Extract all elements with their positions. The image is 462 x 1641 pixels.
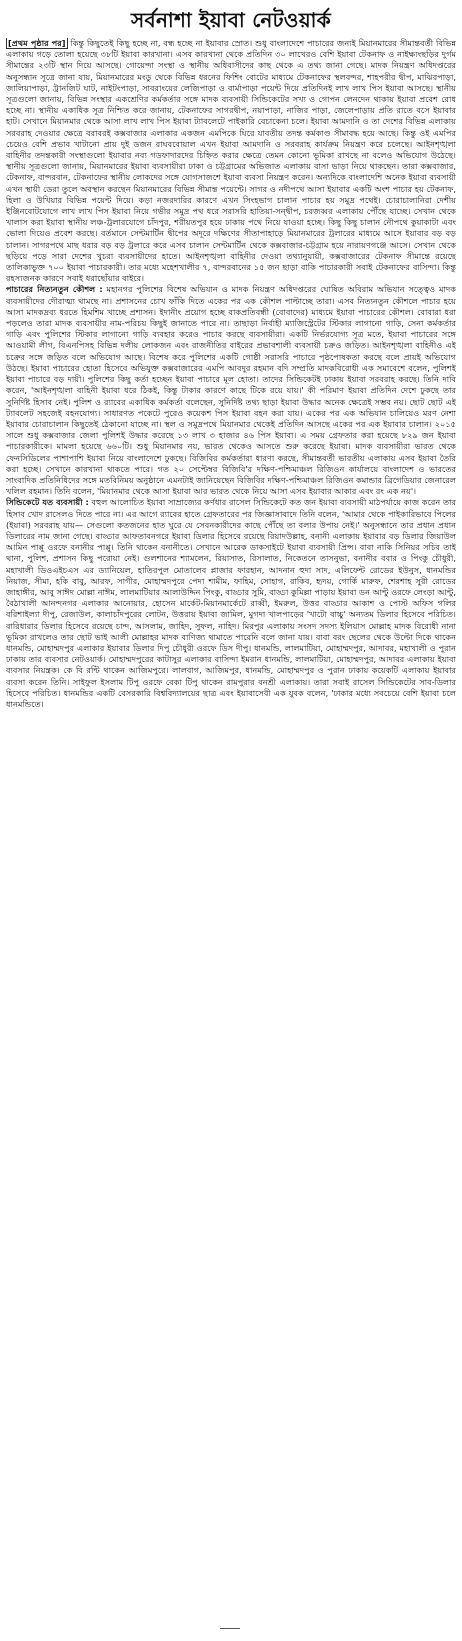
continued-tag: [প্রথম পৃষ্ঠার পর]	[8, 38, 66, 48]
section-heading: সিন্ডিকেটে যত ব্যবসায়ী :	[6, 497, 89, 508]
section-heading: পাচারের নিত্যনতুন কৌশল :	[6, 284, 103, 295]
section-syndicate-dealers	[6, 497, 456, 710]
headline: সর্বনাশা ইয়াবা নেটওয়ার্ক	[131, 8, 331, 32]
paragraph-text: কিন্তু কিছুতেই কিছু হচ্ছে না, বন্ধ হচ্ছে না ইয়াবার স্রোত। শুধু বাংলাদেশে পাচারের জন্যই মিয়ানমারের সীমান্তবর্তী বিভিন্ন এলাকায় গড়ে তোলা হয়েছে ৩৮টি ইয়াবা কারখানা। এসব কারখানা থেকে প্রতিদিন ৩০ লাখেরও বেশি ইয়াবা টেকনাফ ও নাইক্ষ্যংছড়ির দুর্গম সীমান্তের ২৩টি স্থান দিয়ে আসছে। গোয়েন্দা সংস্থা ও স্থানীয় অধিবাসীদের কাছ থেকে এ তথ্য জানা গেছে। মাদক নিয়ন্ত্রণ অধিদপ্তরের অনুসন্ধান সূত্রে জানা যায়, মিয়ানমারের মংডু থেকে বিভিন্ন ধরনের ফিশিং বোটের মাধ্যমে টেকনাফের স্থলবন্দর, শাহপরীর দ্বীপ, মাঝিরপাড়া, জালিয়াপাড়া, ট্রানজিট ঘাট, নাইটংপাড়া, সাবরাংয়ের লেজিপাড়া ও বার্মাপাড়া পয়েন্ট দিয়ে প্রতিদিনই লাখ লাখ পিস ইয়াবা আসছে। স্থানীয় সূত্রগুলো জানায়, বিভিন্ন সংস্থার একশ্রেণির কর্মকর্তার সঙ্গে মাদক ব্যবসায়ী সিন্ডিকেটের সখ্য ও গোপন লেনদেন থাকায় ইয়াবা প্রবেশ রোধ হচ্ছে না। স্থানীয় একাধিক সূত্র নিশ্চিত করে জানায়, টেকনাফের সাগরদ্বীপ, নয়াপাড়া, নাজির পাড়া, জেলেপাড়ায় প্রতি রাতে বসে ইয়াবার হাট। সেখানে মিয়ানমার থেকে আসা লাখ লাখ পিস ইয়াবা ট্যাবলেটে পাইকারি বেচাকেনা চলে। ইয়াবা আমদানি ও তা দেশের বিভিন্ন এলাকায় সরবরাহ দেওয়ার ক্ষেত্রে বরাবরই কক্সবাজার এলাকার একজন এমপিকে ঘিরে যাবতীয় তদন্ত কর্মকাণ্ড সীমাবদ্ধ হয়ে আছে। কিন্তু ওই এমপির চেয়েও বেশি প্রভাব খাটানো প্রায় দুই ডজন রাঘববোয়াল এখন ইয়াবা আমদানি ও সরবরাহ কার্যক্রম নিয়ন্ত্রণ করে চলেছে। আইনশৃঙ্খলা বাহিনীর তদন্তকারী সংস্থাগুলো ইয়াবার নব্য গডফাদারদের চিহ্নিত করার ক্ষেত্রে তেমন কোনো ভূমিকা রাখছে না বলেও অভিযোগ উঠেছে। স্থানীয় সূত্রগুলো জানায়, মিয়ানমারের ইয়াবা ব্যবসায়ীরা ঢাকা ও চট্টগ্রামের অভিজাত এলাকায় বাসা ভাড়া নিয়ে থাকছেন। তারা কক্সবাজার, টেকনাফ, বান্দরবান, টেকনাফের স্থানীয় লোকদের সঙ্গে যোগসাজশে ইয়াবা ব্যবসা নিয়ন্ত্রণ করেন। অন্যদিকে বাংলাদেশি অনেক ইয়াবা ব্যবসায়ী এখন স্থায়ী ডেরা তুলে অবস্থান করছেন মিয়ানমারের বিভিন্ন সীমান্ত পয়েন্টে। সাগর ও নদীপথে আসা ইয়াবার একটি অংশ পাচার হয় টেকনাফ, হিলা ও উখিয়ার বিভিন্ন পয়েন্ট দিয়ে। কড়া নজরদারির কারণে এখন সিংহভাগ চালান পাচার হয় সমুদ্র পথেই। চোরাচালানিরা দেশীয় ইঞ্জিনবোটযোগে লাখ লাখ পিস ইয়াবা নিয়ে গভীর সমুদ্র পথ ধরে সরাসরি হাতিয়া-সন্দ্বীপ, চরজব্বর এলাকায় পৌঁছে যাচ্ছে। সেখান থেকে খালাস করা ইয়াবা স্থানীয় লঞ্চ-ট্রলারযোগে চাঁদপুর, শরীয়তপুর হয়ে ঢাকায় পথে নিয়ে যাওয়া হচ্ছে। কিছু কিছু চালান নৌপথে কুয়াকাটা এবং ভোলা দিয়েও প্রবেশ করছে। বর্তমানে সেন্টমার্টিন দ্বীপের অদূরে দক্ষিণের সীতাপাহাড়ে মিয়ানমারের ট্রলারের মাধ্যমে আসে ইয়াবার বড় বড় চালান। সাগরপথে মাছ ধরার বড় বড় ট্রলারে করে এসব চালান সেন্টমার্টিন থেকে কক্সবাজার-চট্টগ্রাম হয়ে নারায়ণগঞ্জে আসে। সেখান থেকে ছড়িয়ে পড়ে সারা দেশের খুচরা ব্যবসায়ীদের হাতে। আইনশৃঙ্খলা বাহিনীর দেওয়া তথ্যানুযায়ী, কক্সবাজারের টেকনাফ সীমান্তে রয়েছে তালিকাভুক্ত ৭০০ ইয়াবা পাচারকারী। তার মধ্যে মহেশখালীর ৭, বান্দরবানের ১৫ জন ছাড়া বাকি পাচারকারী সবাই টেকনাফের বাসিন্দা। কিন্তু রহস্যজনক কারণে সবাই ধরাছোঁয়ার বাইরে।	[6, 38, 456, 284]
section-text: মহানগর পুলিশের বিশেষ অভিযান ও মাদক নিয়ন্ত্রণ অধিদপ্তরের ঘোষিত অবিরাম অভিযান সত্ত্বেও মাদক ব্যবসায়ীদের দৌরাত্ম্য থামছে না। প্রশাসনের চোখ ফাঁকি দিতে একের পর এক কৌশল পাল্টাচ্ছে তারা। এসব নিত্যনতুন কৌশলে পাচার হয়ে আসা মাদকদ্রব্য ধরতে হিমশিম খাচ্ছে প্রশাসন। ইদানীং প্রয়োগ হচ্ছে বাকপ্রতিবন্ধী (বোবাদের) মাধ্যমে ইয়াবা পাচারের কৌশল। বোবারা ধরা পড়লেও তারা মাদক ব্যবসায়ীর নাম-পরিচয় কিছুই জানাতে পারে না। তাছাড়া নির্বাহী ম্যাজিস্ট্রেটের স্টিকার লাগানো গাড়ি, সেনা কর্মকর্তার গাড়ি এবং পুলিশের স্টিকার লাগানো গাড়ি ব্যবহার করেও পাচার করছে ব্যবসায়ীরা। একটি নির্ভরযোগ্য সূত্র মতে, ইয়াবা পাচারের সঙ্গে আওয়ামী লীগ, বিএনপিসহ বিভিন্ন দলীয় লোকজন এবং রাজনীতির বাইরের প্রভাবশালী ব্যবসায়ী চক্রও জড়িত। আইনশৃঙ্খলা বাহিনীও এই চক্রের সঙ্গে জড়িত বলে অভিযোগ আছে। বিশেষ করে পুলিশের একটি গোষ্ঠী সরাসরি পাচারে পৃষ্ঠপোষকতা করছে বলে প্রায়ই অভিযোগ উঠছে। ইয়াবা পাচারের হোতা হিসেবে অভিযুক্ত কক্সবাজারের এমপি আবদুর রহমান বদি সম্প্রতি মাদকবিরোধী এক সমাবেশে বলেন, পুলিশই ইয়াবা পাচারে বড় দায়ী। পুলিশের কিছু কর্তা হচ্ছেন ইয়াবা পাচারে মূল হোতা। তাদের সিন্ডিকেটই ঢাকায় ইয়াবা সরবরাহ করছে। তিনি দাবি করেন, 'আইনশৃঙ্খলা বাহিনী ইয়াবা ধরে ঠিকই, কিন্তু টাকার কারণে কাছে টিকে রয়ে যায়।' কী পরিমাণ ইয়াবা প্রতিদিন দেশে ঢুকছে তার সুনির্দিষ্ট হিসাব নেই। পুলিশ ও র‍্যাবের একাধিক কর্মকর্তা বলেছেন, সুনির্দিষ্ট তথ্য ছাড়া ইয়াবা উদ্ধার অনেক ক্ষেত্রেই সম্ভব নয়। ছোট ছোট এই ট্যাবলেট সহজেই বহনযোগ্য। সাধারণত পকেটে পুরেও কয়েকশ পিস ইয়াবা বহন করা যায়। একের পর এক অভিযান চালিয়েও মরণ নেশা ইয়াবার চোরাচালান কিছুতেই ঠেকানো যাচ্ছে না। স্থল ও সমুদ্রপথে মিয়ানমার থেকেই প্রতিদিন আসছে একের পর এক ইয়াবার চালান। ২০১৫ সালে শুধু কক্সবাজার জেলা পুলিশই উদ্ধার করেছে ১৩ লাখ ৩ হাজার ৪৬ পিস ইয়াবা। এ সময় গ্রেফতার করা হয়েছে ৮২৯ জন ইয়াবা পাচারকারীকে। মামলা হয়েছে ৬৬০টি। শুধু মিয়ানমার নয়, ভারত থেকেও আসতে শুরু করেছে ইয়াবা। মাদক ব্যবসায়ীরা ভারত থেকে ফেনসিডিলের পাশাপাশি ইয়াবা নিয়ে বাংলাদেশে ঢুকছে। বিজিবির কর্মকর্তারা ধারণা করছে, সীমান্তবর্তী ভারতীয় এলাকায় এসব ইয়াবা তৈরি করা হচ্ছে। সেখানে কারখানা থাকতে পারে। গত ২০ সেপ্টেম্বর বিজিবি'র দক্ষিণ-পশ্চিমাঞ্চল রিজিওন কার্যালয়ে বাংলাদেশ ও ভারতের সাংবাদিক প্রতিনিধিদের সঙ্গে মতবিনিময় অনুষ্ঠানে এমনটাই জানিয়েছেন বিজিবির দক্ষিণ-পশ্চিমাঞ্চল রিজিওন কমান্ডার ব্রিগেডিয়ার জেনারেল খলিল রহমান। তিনি বলেন, 'মিয়ানমার থেকে আসা ইয়াবা আর ভারত থেকে নিয়ে আসা এসব ইয়াবার আকার এবং রং এক নয়'।	[6, 284, 456, 497]
article-body	[6, 38, 456, 1628]
section-smuggling-tactics	[6, 284, 456, 497]
intro-paragraph	[6, 38, 456, 284]
page-edge-mark	[220, 1628, 240, 1633]
section-text: বহুল আলোচিত ইয়াবা সাম্রাজ্যের কর্ণধার রাসেল সিন্ডিকেটে কত জন ইয়াবা ব্যবসায়ী মাঠপর্যায়ে কাজ করেন তার হিসাব খোদ রাসেলও দিতে পারে না। এর আগে র‍্যাবের হাতে গ্রেফতারের পর জিজ্ঞাসাবাদে তিনি বলেন, 'আমার থেকে পাইকারিভাবে পিলের (ইয়াবা) সরবরাহ যায়— সেগুলো কতজনের হাত ঘুরে যে সেবনকারীদের কাছে পৌঁছে তা বলার উপায় নেই।' অনুসন্ধানে তার প্রধান প্রধান ডিলারের নাম জানা গেছে। বাড্ডার আফতাবনগরে ইয়াবা ডিলার হিসেবে রয়েছে রিয়াদউল্লাহ, বনানী এলাকায় ইয়াবার বড় ডিলার জিয়াউল আমিন পাপ্পু ওরফে বনানীর পাপ্পু। তিনি থাকেন বনানীতে। সেখানে আরেক ডাকসাইটে ইয়াবা ব্যবসায়ী প্রিন্স। বাবা নাকি সিনিয়র সচিব তাই থানা, পুলিশ, প্রশাসন কিছু পরোয়া নেই। গুলশানের শ্যামলেন, রিয়াসাত, রিসালাত, নিকেতনে তাসনুভা, বনানীর ববার ও পিংকু চৌধুরী, মহাখালী ডিওএইচএস এর ড্যানিয়েল, হাতিরপুল মোতালেব প্লাজার ফারহান, আদনান হুদা সাদ, এলিফেন্ট রোডের ইউনুস, ধানমন্ডির নিয়াজ, সীমা, হকি বাবু, আরফ, সাগীর, মোহাম্মদপুরে পেদা শামীম, ফাহিম, সোহাগ, রাকিব, হৃদয়, গোর্কি মারুফ, শেরশাহ সুরী রোডের জাহাঙ্গীর, আবু সাঈদ মোল্লা নাঈম, লালমাটিয়ার আলাউদ্দিন পিংকু, বাড্ডার সুমি, বাড্ডা কুমিল্লা পাড়ায় ইয়াবা ডন আন্টু ওরফে লেংড়া আন্টু, বৈঠাখালী আনন্দনগর এলাকার আনোয়ার, হোসেন মার্কেট-মিয়ানমার্কেটে রাব্বী, ইমরুল, উত্তর বাড্ডার আকাশ ও পোস্ট অফিস গলির বরিশাইল্যা দীপু, রেজাউল, কালাচাঁদপুরের লোটন, উত্তরায় ইয়াবা জামিল, মুগদা খালপাড়ের 'খাটো বাচ্চু' অন্যতম ডিলার হিসেবে পরিচিত। বারিধারার ডিলার হিসেবে রয়েছে চান্দ, আসলাম, জাহিদ, সুফল, নাহিদ। মিরপুর এলাকায় সংসদ সদস্য ইলিয়াস মোল্লাহ মাদক বিরোধী নানা ভূমিকা রাখলেও তার ছোট ভাই আলী মোল্লাহর মাদক বাণিজ্য থামাতে পারেনি বলে জানা যায়। বাবা বরং ছেলের থেকে উল্টো দিকে থাকেন ধানমন্ডি, মোহাম্মদপুর এলাকার ইয়াবার ডিলার দিপু চৌধুরী ওরফে ডিস দীপু। ধানমন্ডি, লালমাটিয়া, মোহাম্মদপুর, আদাবর, মহাখালী ও পুরান ঢাকায় তার ব্যবসার নেটওয়ার্ক। মোহাম্মদপুরের কাটাসুর এলাকার বাসিন্দা ইমরান ধানমন্ডি, লালমাটিয়া, মোহাম্মদপুর, আদাবর এলাকায় ইয়াবা ব্যবসার নিয়ন্ত্রক। কে বি রন্টি থাকেন আজিমপুরে। লালবাগ, আজিমপুর, ধানমন্ডি, মোহাম্মদপুর ও পুরান ঢাকায় কয়েকটি এলাকায় ইয়াবার ব্যবসা করেন তিনি। সাইফুল ইসলাম টিপু ওরফে বেকা টিপু থাকেন রামপুরার বনশ্রী এলাকায়। তারা সবাই রাসেল সিন্ডিকেটের সাব-ডিলার হিসেবে পরিচিত। ধানমন্ডির একটি বেসরকারি বিশ্ববিদ্যালয়ের ছাত্র এবং ইয়াবাসেবী এক যুবক বলেন, 'ঢাকার মধ্যে সবচেয়ে বেশি ইয়াবা চলে ধানমন্ডিতে।	[6, 497, 456, 709]
